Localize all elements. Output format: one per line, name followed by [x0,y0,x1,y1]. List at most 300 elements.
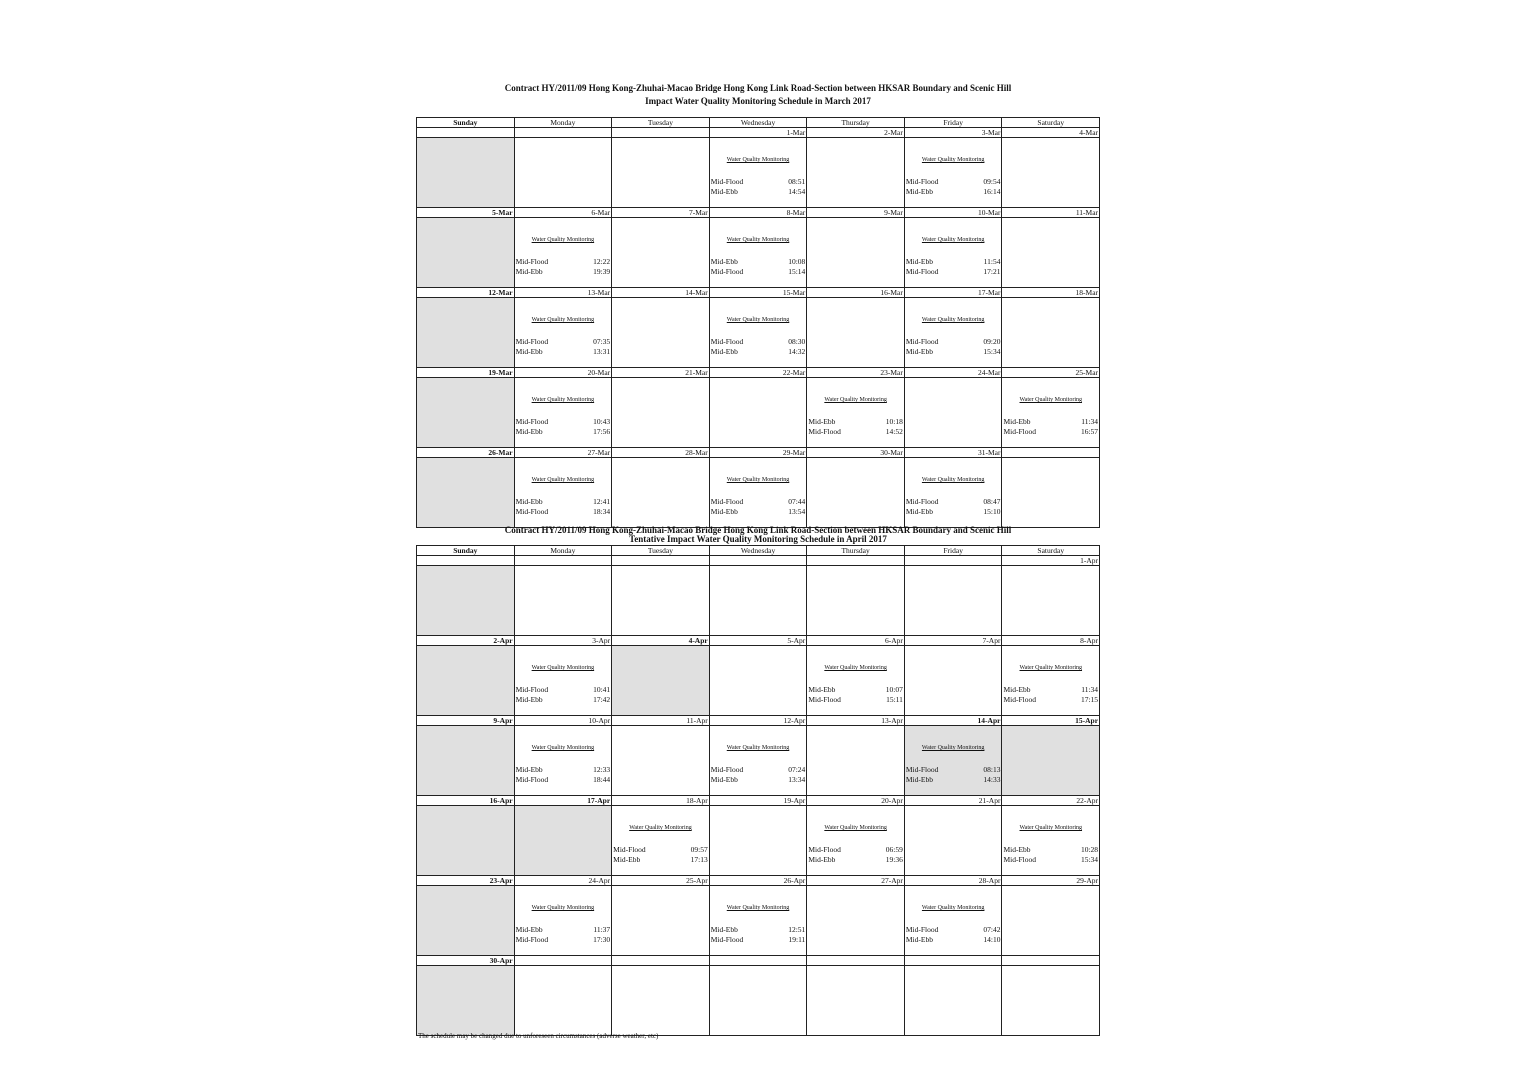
tide-time: 10:43 [593,417,611,426]
tide-entry [516,427,611,437]
day-date-label: 24-Mar [905,368,1003,377]
tide-phase: Mid-Ebb [515,427,543,436]
monitoring-label: Water Quality Monitoring [531,237,595,243]
day-date-label: 27-Apr [807,876,905,885]
tide-phase: Mid-Flood [515,775,549,784]
day-date-label: 3-Apr [515,636,613,645]
weekday-header: Friday [905,118,1003,127]
tide-phase: Mid-Flood [808,695,841,704]
tide-time: 07:35 [593,337,611,346]
weekday-header-row [417,546,1099,556]
day-cell [710,886,808,955]
tide-time: 06:59 [885,845,903,854]
day-cell [710,566,808,635]
tide-phase: Mid-Flood [515,507,549,516]
calendar-week [417,448,1099,527]
day-date-label [1002,956,1099,965]
tide-time: 12:22 [593,257,611,266]
tide-time: 13:54 [788,507,806,516]
tide-time: 17:56 [593,427,611,436]
monitoring-label: Water Quality Monitoring [531,665,595,671]
tide-time: 14:32 [788,347,806,356]
tide-phase: Mid-Flood [515,417,549,426]
calendar-week [417,876,1099,956]
day-cell [905,138,1003,207]
tide-time: 17:42 [593,695,611,704]
tide-phase: Mid-Ebb [710,925,738,934]
monitoring-label: Water Quality Monitoring [824,665,887,671]
day-cell [905,966,1003,1035]
day-cell [417,298,515,367]
tide-entry [516,507,611,517]
day-date-label: 30-Apr [417,956,515,965]
monitoring-label: Water Quality Monitoring [726,157,790,163]
day-cell [905,458,1003,527]
april-calendar [416,545,1100,1036]
tide-phase: Mid-Flood [710,497,744,506]
day-cell [807,806,905,875]
tide-entry [613,845,708,855]
tide-time: 10:18 [885,417,903,426]
tide-time: 10:28 [1080,845,1099,854]
tide-time: 15:34 [1080,855,1099,864]
tide-phase: Mid-Ebb [808,417,836,426]
tide-entry [516,497,611,507]
monitoring-label: Water Quality Monitoring [921,477,985,483]
weekday-header: Monday [515,118,613,127]
tide-entry [906,935,1001,945]
tide-time: 19:39 [593,267,611,276]
tide-phase: Mid-Ebb [905,935,933,944]
monitoring-label: Water Quality Monitoring [726,905,790,911]
tide-entry [808,685,903,695]
day-date-label: 28-Apr [905,876,1003,885]
tide-time: 15:14 [788,267,806,276]
tide-phase: Mid-Ebb [710,257,738,266]
day-cell [710,726,808,795]
tide-time: 10:07 [885,685,903,694]
day-date-label: 27-Mar [515,448,613,457]
tide-phase: Mid-Flood [905,267,939,276]
tide-entry [711,257,806,267]
monitoring-label: Water Quality Monitoring [1019,397,1083,403]
day-cell [807,726,905,795]
tide-time: 17:30 [593,935,611,944]
weekday-header: Monday [515,546,613,555]
day-date-label [710,556,808,565]
day-date-label: 30-Mar [807,448,905,457]
tide-phase: Mid-Flood [905,765,939,774]
day-date-label: 11-Apr [612,716,710,725]
day-date-label: 23-Mar [807,368,905,377]
tide-entry [906,267,1001,277]
day-cell [807,566,905,635]
tide-entry [711,267,806,277]
weekday-header: Wednesday [710,118,808,127]
day-cell [905,726,1003,795]
tide-entry [1003,417,1098,427]
day-date-label [905,556,1003,565]
tide-phase: Mid-Ebb [905,507,933,516]
march-title-line2: Impact Water Quality Monitoring Schedule in March 2017 [645,96,871,106]
tide-time: 14:54 [788,187,806,196]
day-date-label [417,556,515,565]
tide-entry [808,427,903,437]
day-date-label: 19-Apr [710,796,808,805]
tide-time: 16:14 [983,187,1001,196]
april-title-line1: Contract HY/2011/09 Hong Kong-Zhuhai-Macao Bridge Hong Kong Link Road-Section between HKSAR Boundary and Scenic Hill [504,525,1012,535]
day-date-label [1002,448,1099,457]
day-cell [1002,458,1099,527]
day-date-label [515,556,613,565]
day-cell [807,458,905,527]
tide-phase: Mid-Flood [515,337,549,346]
tide-time: 11:34 [1081,685,1099,694]
day-cell [1002,298,1099,367]
tide-phase: Mid-Flood [808,845,841,854]
monitoring-label: Water Quality Monitoring [921,745,985,751]
day-cell [515,646,613,715]
tide-time: 09:20 [983,337,1001,346]
tide-entry [906,497,1001,507]
tide-time: 08:47 [983,497,1001,506]
day-cell [417,646,515,715]
day-date-label: 17-Apr [515,796,613,805]
day-cell [515,966,613,1035]
day-cell [612,886,710,955]
tide-entry [808,855,903,865]
footnote: The schedule may be changed due to unforeseen circumstances (adverse weather, etc) [418,1032,659,1040]
monitoring-label: Water Quality Monitoring [824,397,887,403]
tide-phase: Mid-Flood [905,177,939,186]
weekday-header: Tuesday [612,546,710,555]
tide-phase: Mid-Flood [1003,695,1036,704]
day-cell [417,378,515,447]
tide-phase: Mid-Ebb [808,855,836,864]
tide-entry [711,497,806,507]
tide-time: 08:51 [788,177,806,186]
tide-entry [711,337,806,347]
monitoring-label: Water Quality Monitoring [531,317,595,323]
weekday-header: Wednesday [710,546,808,555]
day-cell [515,566,613,635]
tide-entry [906,925,1001,935]
monitoring-label: Water Quality Monitoring [531,905,595,911]
monitoring-label: Water Quality Monitoring [1019,665,1083,671]
day-cell [807,646,905,715]
tide-entry [808,695,903,705]
tide-entry [1003,427,1098,437]
day-cell [612,298,710,367]
day-cell [905,218,1003,287]
day-date-label [807,556,905,565]
monitoring-label: Water Quality Monitoring [726,317,790,323]
tide-time: 17:21 [983,267,1001,276]
tide-entry [906,337,1001,347]
tide-entry [516,337,611,347]
monitoring-label: Water Quality Monitoring [531,397,595,403]
tide-time: 15:11 [886,695,903,704]
calendar-week [417,636,1099,716]
tide-phase: Mid-Flood [905,337,939,346]
day-date-label: 4-Mar [1079,128,1099,137]
day-cell [807,218,905,287]
tide-entry [808,417,903,427]
tide-entry [711,177,806,187]
tide-entry [906,257,1001,267]
day-date-label: 16-Mar [807,288,905,297]
day-cell [1002,726,1099,795]
day-cell [710,458,808,527]
tide-phase: Mid-Flood [515,685,549,694]
tide-phase: Mid-Ebb [515,925,543,934]
day-date-label: 28-Mar [612,448,710,457]
weekday-header: Thursday [807,118,905,127]
tide-entry [613,855,708,865]
day-cell [710,646,808,715]
calendar-week [417,556,1099,636]
day-date-label: 11-Mar [1075,208,1099,217]
tide-time: 07:44 [788,497,806,506]
day-date-label: 14-Mar [612,288,710,297]
day-cell [905,806,1003,875]
tide-time: 09:57 [690,845,708,854]
day-date-label: 4-Apr [612,636,710,645]
tide-phase: Mid-Flood [710,177,744,186]
tide-phase: Mid-Flood [710,267,744,276]
day-cell [515,138,613,207]
day-date-label: 17-Mar [905,288,1003,297]
tide-time: 13:34 [788,775,806,784]
day-cell [515,886,613,955]
tide-entry [711,935,806,945]
day-cell [710,298,808,367]
tide-time: 12:41 [593,497,611,506]
day-date-label [905,956,1003,965]
tide-phase: Mid-Flood [710,337,744,346]
weekday-header: Saturday [1037,118,1065,127]
day-date-label: 23-Apr [417,876,515,885]
day-cell [1002,966,1099,1035]
day-date-label: 31-Mar [905,448,1003,457]
day-date-label: 20-Apr [807,796,905,805]
tide-phase: Mid-Ebb [515,695,543,704]
tide-phase: Mid-Ebb [1003,685,1031,694]
day-date-label: 9-Mar [807,208,905,217]
day-cell [1002,566,1099,635]
day-date-label: 20-Mar [515,368,613,377]
tide-entry [516,695,611,705]
day-cell [515,298,613,367]
tide-entry [516,935,611,945]
day-cell [417,458,515,527]
day-cell [807,298,905,367]
day-date-label [515,128,613,137]
day-date-label: 5-Apr [710,636,808,645]
day-cell [612,378,710,447]
tide-phase: Mid-Ebb [515,497,543,506]
day-cell [905,646,1003,715]
tide-entry [906,775,1001,785]
tide-entry [906,507,1001,517]
monitoring-label: Water Quality Monitoring [921,905,985,911]
april-title-line2: Tentative Impact Water Quality Monitoring Schedule in April 2017 [629,534,887,544]
day-cell [417,218,515,287]
day-cell [515,806,613,875]
day-date-label [612,128,710,137]
day-cell [1002,806,1099,875]
tide-phase: Mid-Ebb [710,775,738,784]
day-date-label [515,956,613,965]
day-cell [710,218,808,287]
monitoring-label: Water Quality Monitoring [921,157,985,163]
monitoring-label: Water Quality Monitoring [921,237,985,243]
day-date-label: 1-Apr [1080,556,1099,565]
tide-phase: Mid-Flood [613,845,646,854]
monitoring-label: Water Quality Monitoring [1019,825,1083,831]
monitoring-label: Water Quality Monitoring [726,745,790,751]
tide-entry [711,765,806,775]
day-date-label: 10-Apr [515,716,613,725]
day-cell [905,298,1003,367]
day-cell [1002,886,1099,955]
day-cell [612,646,710,715]
calendar-week [417,716,1099,796]
day-date-label: 29-Mar [710,448,808,457]
day-date-label: 12-Apr [710,716,808,725]
monitoring-label: Water Quality Monitoring [531,745,595,751]
day-cell [807,378,905,447]
day-date-label: 1-Mar [710,128,808,137]
day-date-label: 13-Apr [807,716,905,725]
day-date-label: 9-Apr [417,716,515,725]
day-date-label [612,556,710,565]
calendar-week [417,956,1099,1035]
day-cell [612,218,710,287]
tide-phase: Mid-Flood [710,765,744,774]
day-date-label: 21-Mar [612,368,710,377]
tide-entry [516,765,611,775]
tide-phase: Mid-Flood [905,497,939,506]
day-cell [417,138,515,207]
calendar-week [417,796,1099,876]
tide-entry [516,417,611,427]
day-cell [710,966,808,1035]
tide-entry [516,347,611,357]
tide-entry [711,507,806,517]
day-cell [612,966,710,1035]
day-date-label: 21-Apr [905,796,1003,805]
day-date-label: 8-Apr [1080,636,1099,645]
tide-phase: Mid-Flood [515,257,549,266]
day-date-label: 2-Mar [807,128,905,137]
day-date-label: 13-Mar [515,288,613,297]
tide-time: 18:34 [593,507,611,516]
day-cell [417,566,515,635]
tide-time: 08:30 [788,337,806,346]
tide-time: 19:36 [885,855,903,864]
day-cell [1002,138,1099,207]
day-cell [1002,378,1099,447]
weekday-header: Tuesday [612,118,710,127]
tide-time: 09:54 [983,177,1001,186]
tide-phase: Mid-Ebb [1003,845,1031,854]
day-cell [1002,218,1099,287]
tide-time: 12:51 [788,925,806,934]
tide-entry [516,257,611,267]
day-cell [612,806,710,875]
monitoring-label: Water Quality Monitoring [726,477,790,483]
tide-phase: Mid-Ebb [905,257,933,266]
day-date-label: 5-Mar [417,208,515,217]
calendar-week [417,288,1099,368]
march-title-line1: Contract HY/2011/09 Hong Kong-Zhuhai-Macao Bridge Hong Kong Link Road-Section between HKSAR Boundary and Scenic Hill [504,83,1012,93]
day-date-label [807,956,905,965]
tide-entry [711,187,806,197]
day-date-label: 18-Mar [1075,288,1099,297]
tide-time: 11:54 [983,257,1001,266]
monitoring-label: Water Quality Monitoring [824,825,887,831]
day-date-label: 18-Apr [612,796,710,805]
tide-phase: Mid-Ebb [613,855,641,864]
tide-entry [906,177,1001,187]
day-cell [710,138,808,207]
monitoring-label: Water Quality Monitoring [726,237,790,243]
tide-time: 15:10 [983,507,1001,516]
day-date-label: 3-Mar [905,128,1003,137]
calendar-week [417,208,1099,288]
tide-time: 15:34 [983,347,1001,356]
day-date-label: 15-Apr [1075,716,1099,725]
tide-time: 07:24 [788,765,806,774]
day-date-label: 19-Mar [417,368,515,377]
tide-time: 17:15 [1080,695,1099,704]
monitoring-label: Water Quality Monitoring [531,477,595,483]
day-cell [905,378,1003,447]
tide-entry [516,775,611,785]
day-date-label: 2-Apr [417,636,515,645]
tide-entry [906,765,1001,775]
weekday-header: Saturday [1037,546,1065,555]
day-date-label: 6-Mar [515,208,613,217]
tide-phase: Mid-Flood [1003,855,1036,864]
tide-phase: Mid-Ebb [515,765,543,774]
tide-entry [808,845,903,855]
calendar-week [417,128,1099,208]
tide-entry [1003,695,1098,705]
day-cell [612,566,710,635]
tide-time: 17:13 [690,855,708,864]
tide-phase: Mid-Flood [1003,427,1036,436]
weekday-header: Thursday [807,546,905,555]
tide-phase: Mid-Ebb [808,685,836,694]
tide-phase: Mid-Ebb [515,267,543,276]
tide-time: 12:33 [593,765,611,774]
day-date-label: 22-Mar [710,368,808,377]
tide-time: 10:41 [593,685,611,694]
day-date-label: 12-Mar [417,288,515,297]
day-cell [417,726,515,795]
weekday-header: Sunday [417,546,515,555]
day-cell [807,886,905,955]
day-cell [515,726,613,795]
tide-phase: Mid-Flood [515,935,549,944]
tide-phase: Mid-Ebb [905,187,933,196]
tide-entry [516,685,611,695]
day-cell [515,378,613,447]
tide-time: 14:10 [983,935,1001,944]
tide-entry [906,347,1001,357]
